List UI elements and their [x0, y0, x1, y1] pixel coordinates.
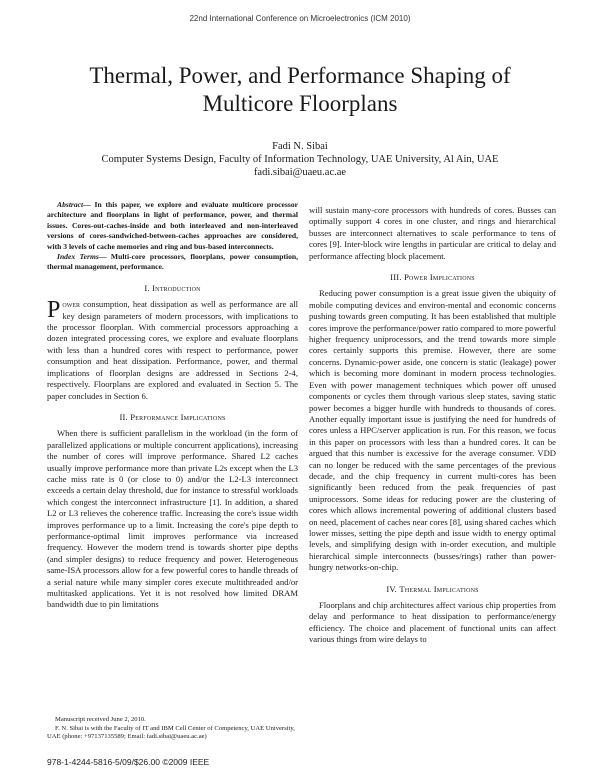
author-name: Fadi N. Sibai	[272, 141, 328, 152]
right-column	[309, 205, 556, 646]
conference-header: 22nd International Conference on Microelectronics (ICM 2010)	[189, 14, 411, 23]
index-terms-label: Index Terms	[57, 252, 99, 262]
introduction-text: consumption, heat dissipation as well as performance are all key design parameters of modern processors, with implications to the processor floorplan. With commercial processors approaching a dozen integrated processing cores, we explore and evaluate floorplans with less than a hundred cores with respect to performance, power consumption and heat dissipation. Performance, power, and thermal implications of floorplan designs are addressed in Sections 2-4, respectively. Floorplans are explored and evaluated in Section 5. The paper concludes in Section 6.	[47, 299, 298, 401]
section-title: Power Implications	[404, 272, 475, 283]
section-numeral: IV.	[386, 583, 398, 594]
author-email: fadi.sibai@uaeu.ac.ae	[253, 167, 347, 178]
copyright-footer: 978-1-4244-5816-5/09/$26.00 ©2009 IEEE	[47, 757, 210, 767]
paper-title	[40, 62, 560, 118]
author-affiliation: Computer Systems Design, Faculty of Information Technology, UAE University, Al Ain, UAE	[101, 154, 499, 165]
power-paragraph: Reducing power consumption is a great issue given the ubiquity of mobile computing devices and environ-mental and economic concerns pushing towards green computing. It has been established that multiple cores improve the performance/power ratio compared to more powerful higher frequency uniprocessors, and the trend towards more simple cores certainly supports this premise. However, there are some concerns. Dynamic-power aside, one concern is static (leakage) power which is becoming more dominant in modern process technologies. Even with power management techniques which power off unused components or cycles them through various sleep states, saving static power becomes a bigger hurdle with hundreds to thousands of cores. Another equally important issue is justifying the need for hundreds of cores unless a HPC/server application is run. For this reason, we focus in this paper on processors with less than a hundred cores. It can be argued that this number is excessive for the average consumer. VDD can no longer be reduced with the same percentages of the previous decade, and the chip frequency in current multi-cores has been significantly been reduced from the peak frequencies of past uniprocessors. Some ideas for reducing power are the clustering of cores which allows incremental powering of additional clusters based on need, placement of caches near cores [8], using shared caches which lower misses, setting the pipe depth and issue width to energy optimal levels, and simplifying design with in-order execution, and multiple hierarchical simple interconnects (busses/rings) rather than power-hungry networks-on-chip.	[309, 288, 556, 573]
footnote-received: Manuscript received June 2, 2010.	[55, 716, 146, 723]
title-line-1: Thermal, Power, and Performance Shaping of	[89, 63, 511, 88]
title-line-2: Multicore Floorplans	[202, 91, 398, 116]
footnotes	[47, 716, 298, 742]
performance-paragraph: When there is sufficient parallelism in the workload (in the form of parallelized applications or multiple concurrent applications), increasing the number of cores will improve performance. Shared L2 caches usually improve performance more than private L2s except when the L3 cache miss rate is 0 (or close to 0) and/or the L2-L3 interconnect exceeds a certain delay threshold, due for instance to stressful workloads which congest the interconnect infrastructure [1]. In addition, a shared L2 or L3 relieves the coherence traffic. Increasing the core's issue width improves performance up to a limit. Increasing the core's pipe depth to performance-optimal limit improves performance via increased frequency. However the modern trend is towards shorter pipe depths (and simpler designs) to reduce frequency and power. Heterogeneous same-ISA processors allow for a few powerful cores to handle threads of a serial nature while many simpler cores execute multithreaded and/or multitasked applications. Yet it is not resolved how limited DRAM bandwidth due to pin limitations	[47, 428, 298, 610]
section-heading-thermal	[309, 584, 556, 595]
abstract	[47, 200, 298, 252]
left-column	[47, 200, 298, 611]
section-numeral: II.	[119, 411, 128, 422]
performance-paragraph-continued: will sustain many-core processors with hundreds of cores. Busses can optimally support 4 cores in one cluster, and rings and hierarchical busses are interconnect alternatives to scale performance to tens of cores [9]. Inter-block wire lengths in particular are critical to delay and performance affecting block placement.	[309, 205, 556, 261]
index-terms-text: — Multi-core processors, floorplans, power consumption, thermal management, performance.	[47, 252, 299, 272]
abstract-text: — In this paper, we explore and evaluate multicore processor architecture and floorplans in light of performance, power, and thermal issues. Cores-out-caches-inside and both interleaved and non-interleaved versions of cores-sandwiched-between-caches approaches are considered, with 3 levels of cache memories and ring and bus-based interconnects.	[47, 200, 298, 251]
thermal-paragraph: Floorplans and chip architectures affect various chip properties from delay and performance to heat dissipation to performance/energy efficiency. The choice and placement of functional units can affect various things from wire delays to	[309, 600, 556, 645]
section-heading-performance	[47, 412, 298, 423]
section-numeral: I.	[144, 282, 150, 293]
first-word: ower	[62, 299, 81, 310]
footnote-author-bio: F. N. Sibai is with the Faculty of IT and IBM Cell Center of Competency, UAE University, UAE (phone: +97137135589; Email: fadi.sibai@uaeu.ac.ae)	[47, 724, 295, 741]
section-title: Performance Implications	[130, 411, 226, 422]
introduction-paragraph	[47, 299, 298, 402]
section-heading-introduction	[47, 283, 298, 294]
abstract-label: Abstract	[57, 200, 84, 209]
index-terms	[47, 252, 298, 273]
drop-cap: P	[47, 297, 61, 324]
section-heading-power	[309, 272, 556, 283]
section-numeral: III.	[390, 272, 402, 283]
section-title: Introduction	[152, 282, 201, 293]
section-title: Thermal Implications	[399, 583, 479, 594]
